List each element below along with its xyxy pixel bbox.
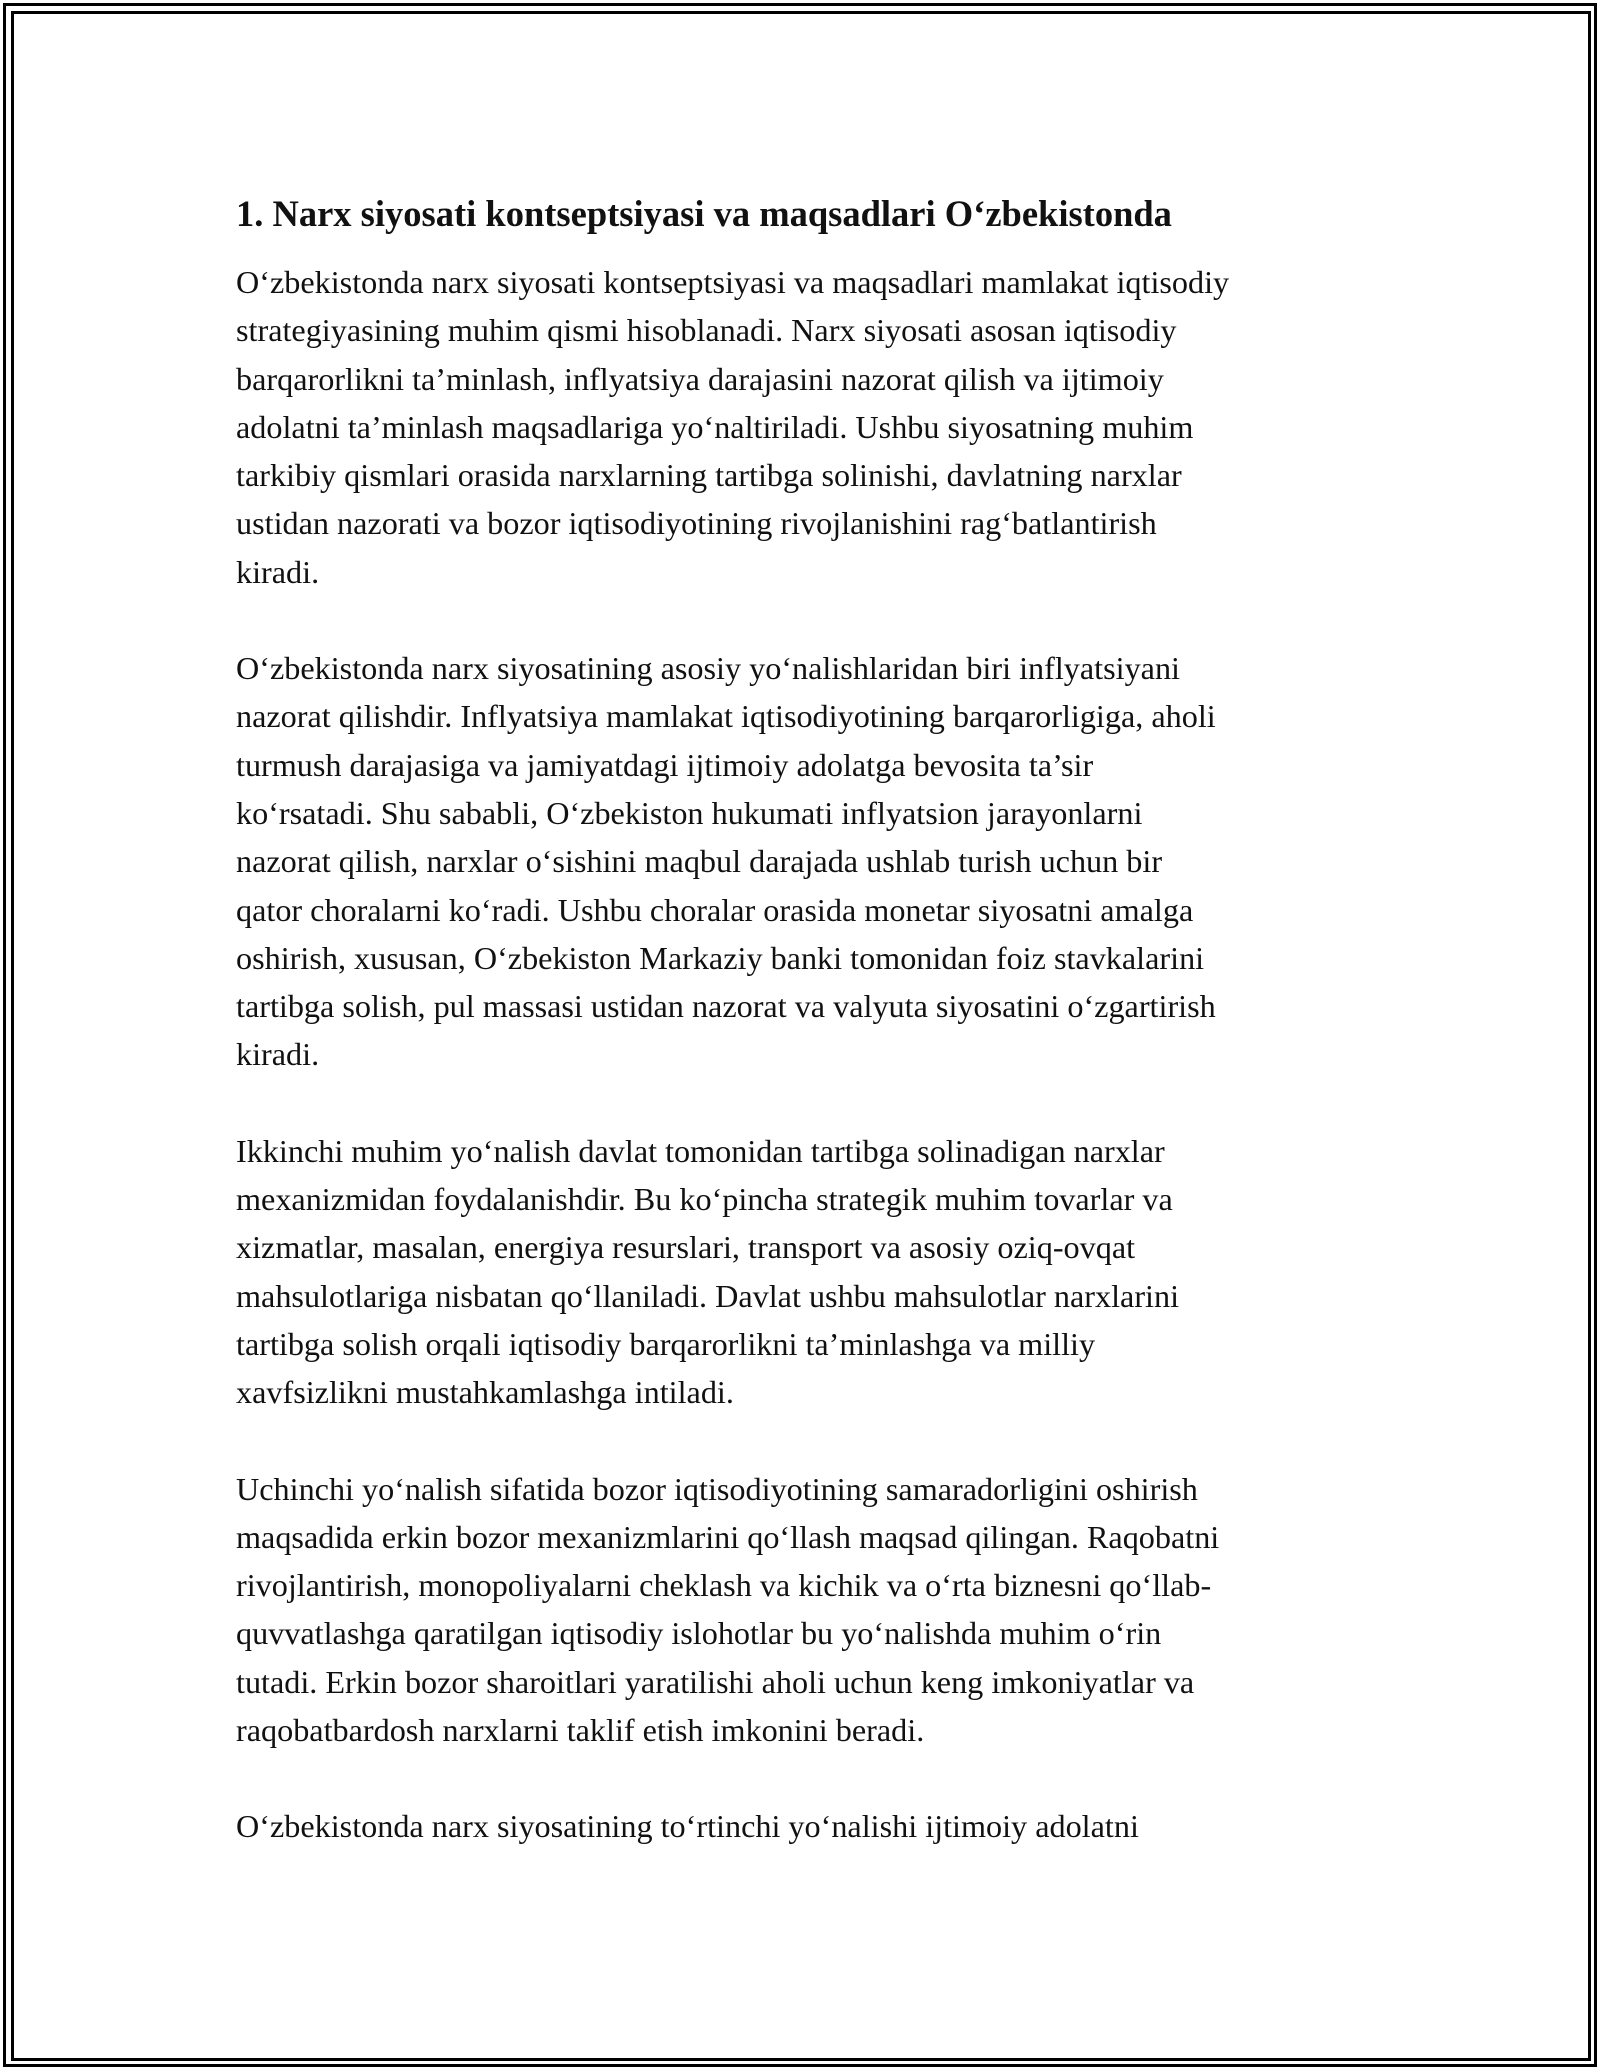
section-heading: 1. Narx siyosati kontseptsiyasi va maqsadlari O‘zbekistonda xyxy=(236,193,1172,234)
paragraph-line: ustidan nazorati va bozor iqtisodiyotining rivojlanishini rag‘batlantirish xyxy=(236,505,1157,542)
paragraph-line: strategiyasining muhim qismi hisoblanadi. Narx siyosati asosan iqtisodiy xyxy=(236,312,1177,349)
paragraph xyxy=(236,644,1376,1079)
paragraph-line: kiradi. xyxy=(236,553,320,590)
paragraph-line: O‘zbekistonda narx siyosati kontseptsiyasi va maqsadlari mamlakat iqtisodiy xyxy=(236,264,1230,300)
paragraph-line: quvvatlashga qaratilgan iqtisodiy islohotlar bu yo‘nalishda muhim o‘rin xyxy=(236,1615,1162,1652)
paragraph xyxy=(236,1465,1376,1755)
paragraph-line: mexanizmidan foydalanishdir. Bu ko‘pincha strategik muhim tovarlar va xyxy=(236,1181,1173,1218)
paragraph xyxy=(236,1802,1376,1850)
paragraph-line: O‘zbekistonda narx siyosatining asosiy yo‘nalishlaridan biri inflyatsiyani xyxy=(236,650,1180,687)
paragraph-line: mahsulotlariga nisbatan qo‘llaniladi. Davlat ushbu mahsulotlar narxlarini xyxy=(236,1277,1180,1314)
paragraph-line: tutadi. Erkin bozor sharoitlari yaratilishi aholi uchun keng imkoniyatlar va xyxy=(236,1663,1195,1700)
paragraph-line: nazorat qilishdir. Inflyatsiya mamlakat iqtisodiyotining barqarorligiga, aholi xyxy=(236,698,1216,735)
document-body xyxy=(236,190,1376,1899)
paragraph-line: tartibga solish, pul massasi ustidan nazorat va valyuta siyosatini o‘zgartirish xyxy=(236,988,1216,1025)
paragraph-line: barqarorlikni ta’minlash, inflyatsiya darajasini nazorat qilish va ijtimoiy xyxy=(236,360,1164,397)
paragraph-line: tartibga solish orqali iqtisodiy barqarorlikni ta’minlashga va milliy xyxy=(236,1325,1096,1362)
paragraph-line: adolatni ta’minlash maqsadlariga yo‘naltiriladi. Ushbu siyosatning muhim xyxy=(236,408,1194,445)
paragraph-line: raqobatbardosh narxlarni taklif etish imkonini beradi. xyxy=(236,1712,925,1749)
paragraph-line: kiradi. xyxy=(236,1036,320,1073)
paragraph xyxy=(236,258,1376,596)
paragraph xyxy=(236,1127,1376,1417)
paragraph-line: nazorat qilish, narxlar o‘sishini maqbul darajada ushlab turish uchun bir xyxy=(236,843,1163,880)
paragraph-line: turmush darajasiga va jamiyatdagi ijtimoiy adolatga bevosita ta’sir xyxy=(236,746,1094,783)
paragraph-line: tarkibiy qismlari orasida narxlarning tartibga solinishi, davlatning narxlar xyxy=(236,457,1182,494)
paragraph-line: Ikkinchi muhim yo‘nalish davlat tomonidan tartibga solinadigan narxlar xyxy=(236,1132,1165,1169)
paragraph-line: Uchinchi yo‘nalish sifatida bozor iqtisodiyotining samaradorligini oshirish xyxy=(236,1470,1198,1507)
paragraph-line: maqsadida erkin bozor mexanizmlarini qo‘llash maqsad qilingan. Raqobatni xyxy=(236,1518,1220,1555)
paragraph-line: xizmatlar, masalan, energiya resurslari, transport va asosiy oziq-ovqat xyxy=(236,1229,1136,1266)
paragraph-list xyxy=(236,258,1376,1851)
paragraph-line: ko‘rsatadi. Shu sababli, O‘zbekiston hukumati inflyatsion jarayonlarni xyxy=(236,794,1143,831)
paragraph-line: rivojlantirish, monopoliyalarni cheklash va kichik va o‘rta biznesni qo‘llab- xyxy=(236,1567,1212,1604)
paragraph-line: xavfsizlikni mustahkamlashga intiladi. xyxy=(236,1374,734,1411)
paragraph-line: qator choralarni ko‘radi. Ushbu choralar orasida monetar siyosatni amalga xyxy=(236,891,1194,928)
paragraph-line: O‘zbekistonda narx siyosatining to‘rtinchi yo‘nalishi ijtimoiy adolatni xyxy=(236,1808,1139,1845)
paragraph-line: oshirish, xususan, O‘zbekiston Markaziy banki tomonidan foiz stavkalarini xyxy=(236,939,1205,976)
